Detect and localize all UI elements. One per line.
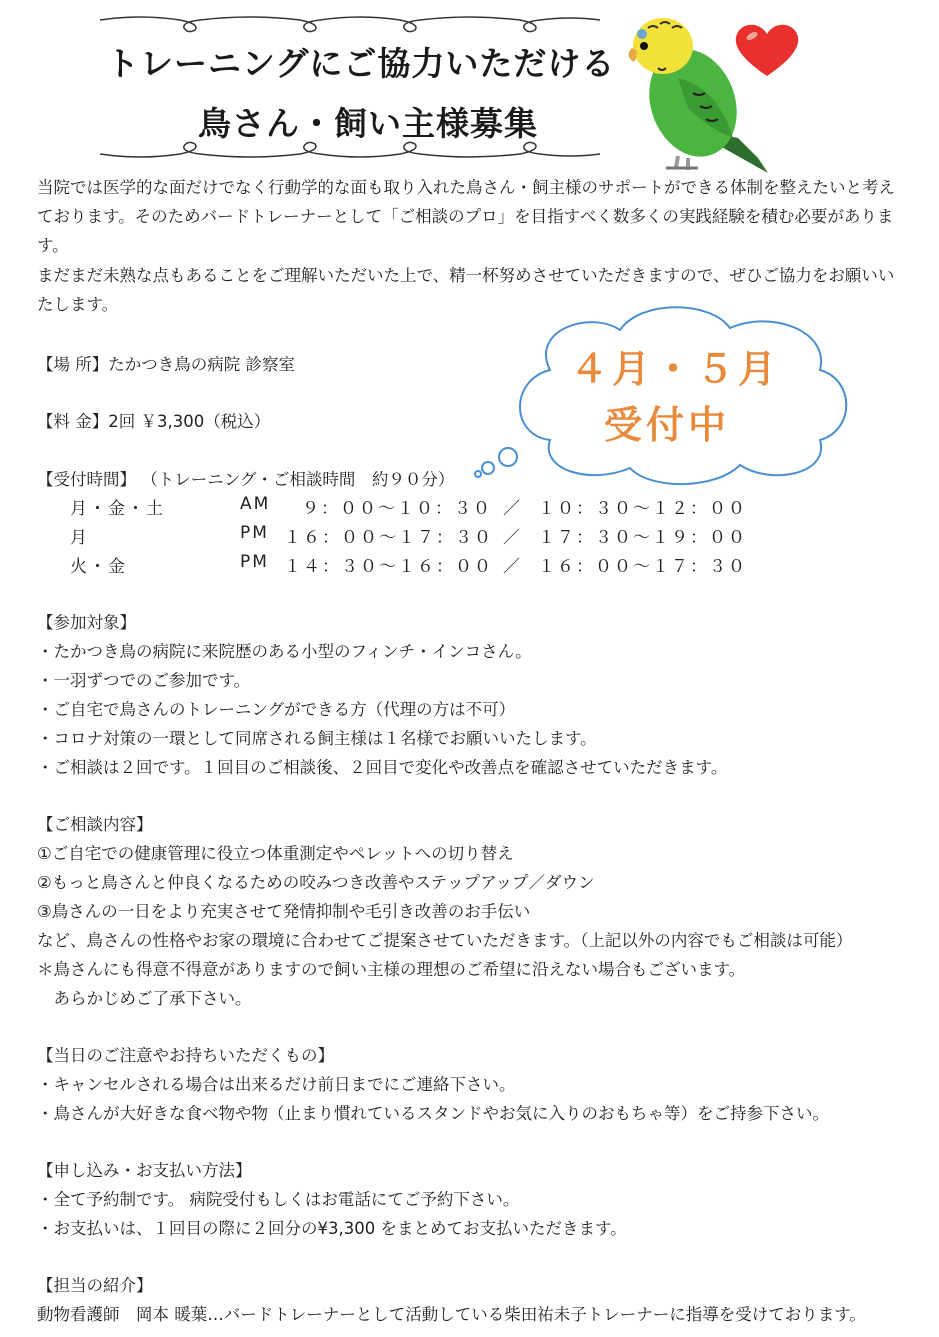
list-item: ②もっと鳥さんと仲良くなるための咬みつき改善やステップアップ／ダウン — [37, 873, 595, 892]
hours-row-slot1: １４：３０〜１６：００ — [284, 557, 493, 577]
hours-row-slot1: ９：００〜１０：３０ — [302, 499, 492, 519]
hours-row-ampm: AM — [240, 494, 271, 514]
list-item: ③鳥さんの一日をより充実させて発情抑制や毛引き改善のお手伝い — [37, 902, 531, 921]
badge-accepting: 受付中 — [604, 403, 731, 447]
list-item: ・鳥さんが大好きな食べ物や物（止まり慣れているスタンドやお気に入りのおもちゃ等）をご持参下さい。 — [37, 1104, 829, 1123]
apply-heading: 【申し込み・お支払い方法】 — [37, 1161, 252, 1180]
list-item: など、鳥さんの性格やお家の環境に合わせてご提案させていただきます。（上記以外の内容でもご相談は可能） — [37, 931, 853, 950]
list-item: ・全て予約制です。 病院受付もしくはお電話にてご予約下さい。 — [37, 1190, 520, 1209]
list-item: ・コロナ対策の一環として同席される飼主様は１名様でお願いいたします。 — [37, 729, 597, 748]
list-item: ＊鳥さんにも得意不得意がありますので飼い主様の理想のご希望に沿えない場合もございます。 — [37, 960, 746, 979]
hours-row-days: 月・金・土 — [70, 499, 165, 519]
list-item: ・お支払いは、１回目の際に２回分の¥3,300 をまとめてお支払いただきます。 — [37, 1219, 627, 1238]
intro-paragraph-2: まだまだ未熟な点もあることをご理解いただいた上で、精一杯努めさせていただきますので、ぜひご協力をお願いいたします。 — [37, 266, 895, 314]
hours-row-ampm: PM — [240, 523, 269, 543]
hours-row-sep: ／ — [503, 557, 522, 577]
hours-heading: 【受付時間】 （トレーニング・ご相談時間 約９０分） — [37, 470, 455, 489]
hours-row-sep: ／ — [503, 499, 522, 519]
page-title-line1: トレーニングにご協力いただける — [106, 44, 616, 83]
list-item: ・一羽ずつでのご参加です。 — [37, 671, 251, 690]
list-item: ・ご自宅で鳥さんのトレーニングができる方（代理の方は不可） — [37, 700, 516, 719]
hours-row-slot1: １６：００〜１７：３０ — [284, 528, 493, 548]
notes-heading: 【当日のご注意やお持ちいただくもの】 — [37, 1046, 334, 1065]
title-border-top — [100, 10, 600, 34]
hours-row-sep: ／ — [503, 528, 522, 548]
content-heading: 【ご相談内容】 — [37, 815, 153, 834]
hours-row-slot2: １７：３０〜１９：００ — [538, 528, 747, 548]
staff-heading: 【担当の紹介】 — [37, 1276, 153, 1295]
hours-row-ampm: PM — [240, 552, 269, 572]
intro-paragraph-1: 当院では医学的な面だけでなく行動学的な面も取り入れた鳥さん・飼主様のサポートができる体制を整えたいと考えております。そのためバードトレーナーとして「ご相談のプロ」を目指すべく数多くの実践経験を積む必要があります。 — [37, 178, 895, 255]
heart-icon — [732, 20, 802, 78]
list-item: ・ご相談は２回です。１回目のご相談後、２回目で変化や改善点を確認させていただきます。 — [37, 758, 728, 777]
staff-intro: 動物看護師 岡本 暖葉…バードトレーナーとして活動している柴田祐未子トレーナーに指導を受けております。 — [37, 1305, 866, 1324]
list-item: ・たかつき鳥の病院に来院歴のある小型のフィンチ・インコさん。 — [37, 642, 532, 661]
fee-info: 【料 金】2回 ￥3,300（税込） — [37, 412, 271, 431]
hours-row-days: 火・金 — [70, 557, 127, 577]
target-heading: 【参加対象】 — [37, 613, 136, 632]
place-info: 【場 所】たかつき鳥の病院 診察室 — [37, 355, 295, 374]
list-item: ①ご自宅での健康管理に役立つ体重測定やペレットへの切り替え — [37, 844, 514, 863]
badge-months: ４月・５月 — [570, 347, 781, 391]
hours-row-slot2: １０：３０〜１２：００ — [538, 499, 747, 519]
hours-row-days: 月 — [70, 528, 89, 548]
list-item: ・キャンセルされる場合は出来るだけ前日までにご連絡下さい。 — [37, 1075, 516, 1094]
list-item: あらかじめご了承下さい。 — [37, 989, 252, 1008]
hours-row-slot2: １６：００〜１７：３０ — [538, 557, 747, 577]
page-title-line2: 鳥さん・飼い主様募集 — [198, 104, 538, 143]
